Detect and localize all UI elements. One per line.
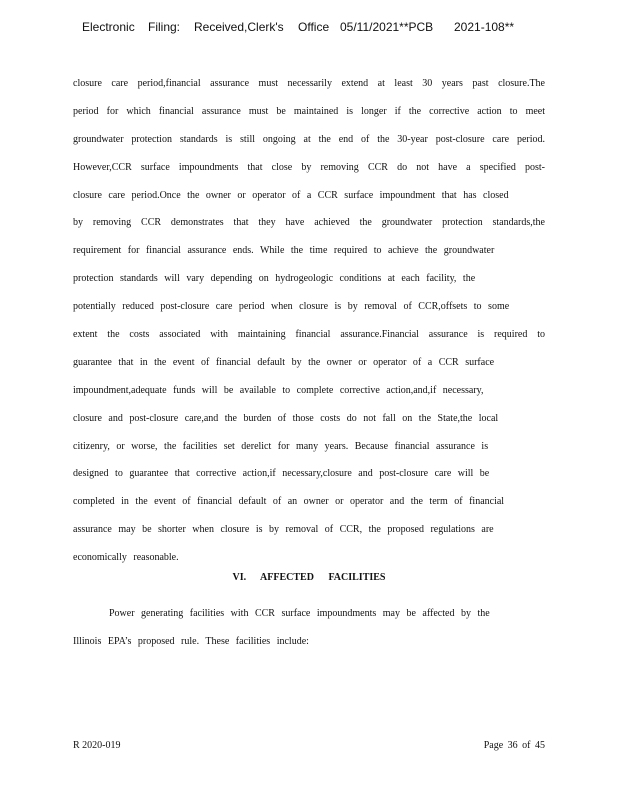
body-line: citizenry, or worse, the facilities set derelict for many years. Because financial assurance is: [73, 440, 489, 452]
header-filing: Filing:: [148, 20, 181, 34]
body-line: designed to guarantee that corrective action,if necessary,closure and post-closure care will be: [73, 468, 490, 480]
body-line: requirement for financial assurance ends. While the time required to achieve the groundwater: [73, 245, 495, 257]
body-line: Illinois EPA’s proposed rule. These facilities include:: [73, 635, 309, 647]
body-line: guarantee that in the event of financial default by the owner or operator of a CCR surface: [73, 356, 495, 368]
body-line: closure care period,financial assurance must necessarily extend at least 30 years past closure.The: [73, 78, 545, 89]
body-line: assurance may be shorter when closure is by removal of CCR, the proposed regulations are: [73, 524, 494, 536]
body-line: impoundment,adequate funds will be available to complete corrective action,and,if necessary,: [73, 384, 484, 396]
body-line: completed in the event of financial default of an owner or operator and the term of financial: [73, 496, 505, 508]
header-docket: 2021-108**: [454, 20, 515, 34]
section-heading: VI. AFFECTED FACILITIES: [232, 572, 386, 583]
body-line: potentially reduced post-closure care period when closure is by removal of CCR,offsets to some: [73, 301, 510, 313]
footer-page-number: Page 36 of 45: [483, 740, 545, 751]
body-paragraph: [73, 70, 545, 572]
header-received: Received,Clerk's: [194, 20, 284, 34]
body-line: by removing CCR demonstrates that they have achieved the groundwater protection standards,the: [73, 217, 545, 229]
body-line: closure and post-closure care,and the burden of those costs do not fall on the State,the local: [73, 412, 499, 424]
footer-docket-ref: R 2020-019: [73, 740, 121, 751]
body-line: However,CCR surface impoundments that close by removing CCR do not have a specified post-: [73, 161, 545, 173]
body-line: extent the costs associated with maintaining financial assurance.Financial assurance is required to: [73, 329, 545, 341]
body-line: protection standards will vary depending on hydrogeologic conditions at each facility, the: [73, 273, 476, 285]
body-line: closure care period.Once the owner or operator of a CCR surface impoundment that has closed: [73, 189, 509, 201]
body-paragraph-2: [73, 600, 545, 656]
header-date: 05/11/2021**PCB: [340, 20, 434, 34]
filing-header: [82, 20, 522, 38]
header-electronic: Electronic: [82, 20, 135, 34]
body-line: groundwater protection standards is still ongoing at the end of the 30-year post-closure care period.: [73, 133, 545, 145]
body-line: period for which financial assurance must be maintained is longer if the corrective action to meet: [73, 105, 545, 117]
body-line: Power generating facilities with CCR surface impoundments may be affected by the: [109, 608, 490, 619]
header-office: Office: [298, 20, 330, 34]
body-line: economically reasonable.: [73, 552, 179, 564]
